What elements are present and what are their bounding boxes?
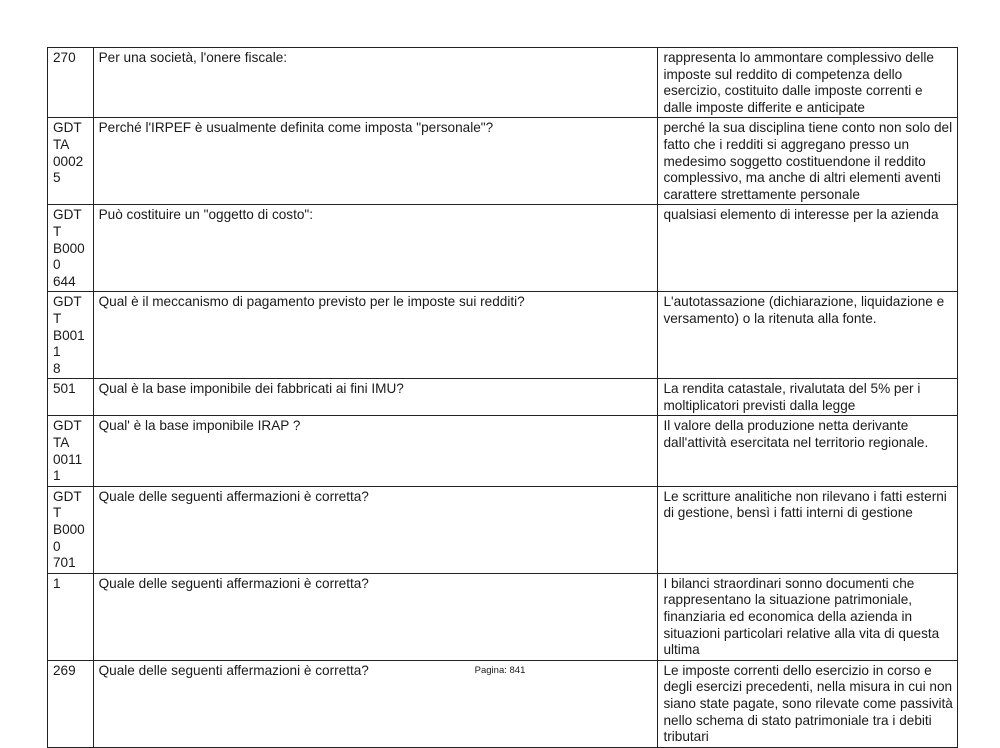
row-question: Per una società, l'onere fiscale: xyxy=(93,48,658,118)
row-question: Quale delle seguenti affermazioni è corretta? xyxy=(93,573,658,660)
qa-table xyxy=(47,47,958,748)
page-number: Pagina: 841 xyxy=(474,665,526,676)
row-question: Perché l'IRPEF è usualmente definita come imposta "personale"? xyxy=(93,118,658,205)
row-code: 501 xyxy=(48,379,94,416)
table-row xyxy=(48,292,958,379)
table-row xyxy=(48,416,958,486)
table-row xyxy=(48,486,958,573)
row-code: GDTT B0000 644 xyxy=(48,205,94,292)
row-code: GDTT B0011 8 xyxy=(48,292,94,379)
row-answer: qualsiasi elemento di interesse per la azienda xyxy=(658,205,958,292)
row-question: Qual è la base imponibile dei fabbricati ai fini IMU? xyxy=(93,379,658,416)
row-code: GDTTA 00111 xyxy=(48,416,94,486)
row-question: Può costituire un "oggetto di costo": xyxy=(93,205,658,292)
row-answer: I bilanci straordinari sonno documenti che rappresentano la situazione patrimoniale, finanziaria ed economica della azienda in situazioni particolari relative alla vita di questa ultima xyxy=(658,573,958,660)
table-row xyxy=(48,379,958,416)
row-answer: Le scritture analitiche non rilevano i fatti esterni di gestione, bensì i fatti interni di gestione xyxy=(658,486,958,573)
row-code: 1 xyxy=(48,573,94,660)
row-question: Quale delle seguenti affermazioni è corretta? xyxy=(93,660,658,747)
qa-table-body xyxy=(48,48,958,748)
row-question: Quale delle seguenti affermazioni è corretta? xyxy=(93,486,658,573)
row-code: GDTT B0000 701 xyxy=(48,486,94,573)
row-answer: Le imposte correnti dello esercizio in corso e degli esercizi precedenti, nella misura in cui non siano state pagate, sono rilevate come passività nello schema di stato patrimoniale tra i debiti tributari xyxy=(658,660,958,747)
table-row xyxy=(48,573,958,660)
page-footer xyxy=(0,665,1000,676)
row-question: Qual' è la base imponibile IRAP ? xyxy=(93,416,658,486)
table-row xyxy=(48,118,958,205)
row-answer: perché la sua disciplina tiene conto non solo del fatto che i redditi si aggregano presso un medesimo soggetto costituendone il reddito complessivo, ma anche di altri elementi aventi carattere strettamente personale xyxy=(658,118,958,205)
row-code: 269 xyxy=(48,660,94,747)
row-question: Qual è il meccanismo di pagamento previsto per le imposte sui redditi? xyxy=(93,292,658,379)
row-answer: Il valore della produzione netta derivante dall'attività esercitata nel territorio regionale. xyxy=(658,416,958,486)
row-answer: rappresenta lo ammontare complessivo delle imposte sul reddito di competenza dello esercizio, costituito dalle imposte correnti e dalle imposte differite e anticipate xyxy=(658,48,958,118)
row-answer: L'autotassazione (dichiarazione, liquidazione e versamento) o la ritenuta alla fonte. xyxy=(658,292,958,379)
table-row xyxy=(48,48,958,118)
row-code: 270 xyxy=(48,48,94,118)
table-row xyxy=(48,205,958,292)
row-code: GDTTA 00025 xyxy=(48,118,94,205)
row-answer: La rendita catastale, rivalutata del 5% per i moltiplicatori previsti dalla legge xyxy=(658,379,958,416)
